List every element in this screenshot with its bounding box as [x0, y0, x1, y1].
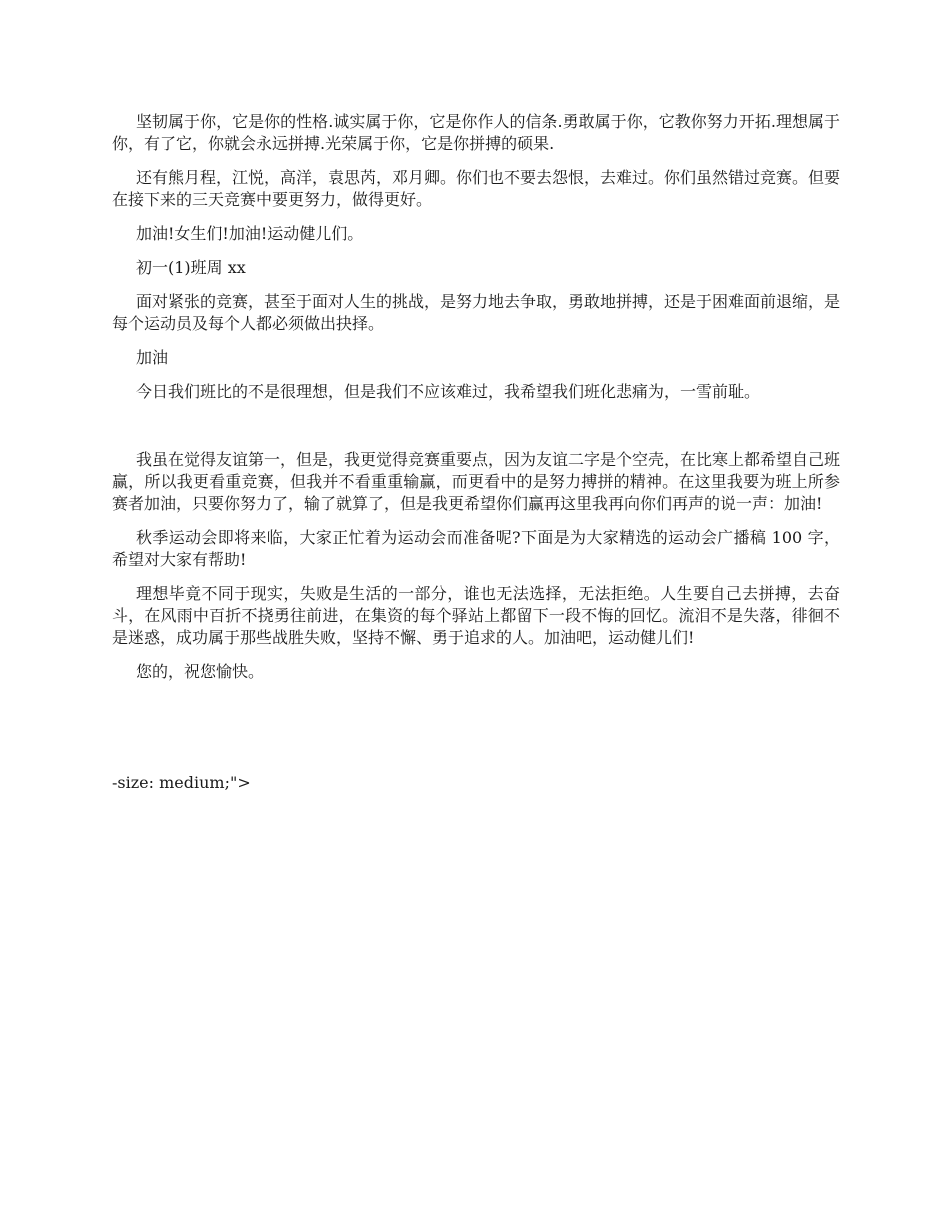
paragraph-autumn-games: 秋季运动会即将来临，大家正忙着为运动会而准备呢?下面是为大家精选的运动会广播稿 100 字，希望对大家有帮助! — [112, 528, 840, 569]
paragraph-signature: 初一(1)班周 xx — [136, 258, 246, 277]
paragraph-tenacity: 坚韧属于你，它是你的性格.诚实属于你，它是你作人的信条.勇敢属于你，它教你努力开拓.理想属于你，有了它，你就会永远拼搏.光荣属于你，它是你拼搏的硕果. — [112, 112, 840, 153]
paragraph-closing: 您的，祝您愉快。 — [136, 662, 265, 681]
stray-markup-text: -size: medium;"> — [112, 773, 251, 792]
paragraph-challenge: 面对紧张的竞赛，甚至于面对人生的挑战，是努力地去争取，勇敢地拼搏，还是于困难面前退缩，是每个运动员及每个人都必须做出抉择。 — [112, 292, 841, 333]
paragraph-ideals: 理想毕竟不同于现实，失败是生活的一部分，谁也无法选择，无法拒绝。人生要自己去拼搏，去奋斗，在风雨中百折不挠勇往前进，在集资的每个驿站上都留下一段不悔的回忆。流泪不是失落，徘徊不是迷惑，成功属于那些战胜失败，坚持不懈、勇于追求的人。加油吧，运动健儿们! — [112, 584, 840, 647]
paragraph-cheer: 加油 — [136, 348, 169, 367]
paragraph-teammates: 还有熊月程，江悦，高洋，袁思芮，邓月卿。你们也不要去怨恨，去难过。你们虽然错过竞赛。但要在接下来的三天竞赛中要更努力，做得更好。 — [112, 168, 841, 209]
document-body — [112, 111, 840, 695]
paragraph-today-result: 今日我们班比的不是很理想，但是我们不应该难过，我希望我们班化悲痛为，一雪前耻。 — [136, 382, 761, 401]
paragraph-cheer-girls: 加油!女生们!加油!运动健儿们。 — [136, 224, 364, 243]
paragraph-friendship: 我虽在觉得友谊第一，但是，我更觉得竞赛重要点，因为友谊二字是个空壳，在比寒上都希望自己班赢，所以我更看重竞赛，但我并不看重重输赢，而更看中的是努力搏拼的精神。在这里我要为班上所参赛者加油，只要你努力了，输了就算了，但是我更希望你们赢再这里我再向你们再声的说一声：加油! — [112, 450, 841, 513]
